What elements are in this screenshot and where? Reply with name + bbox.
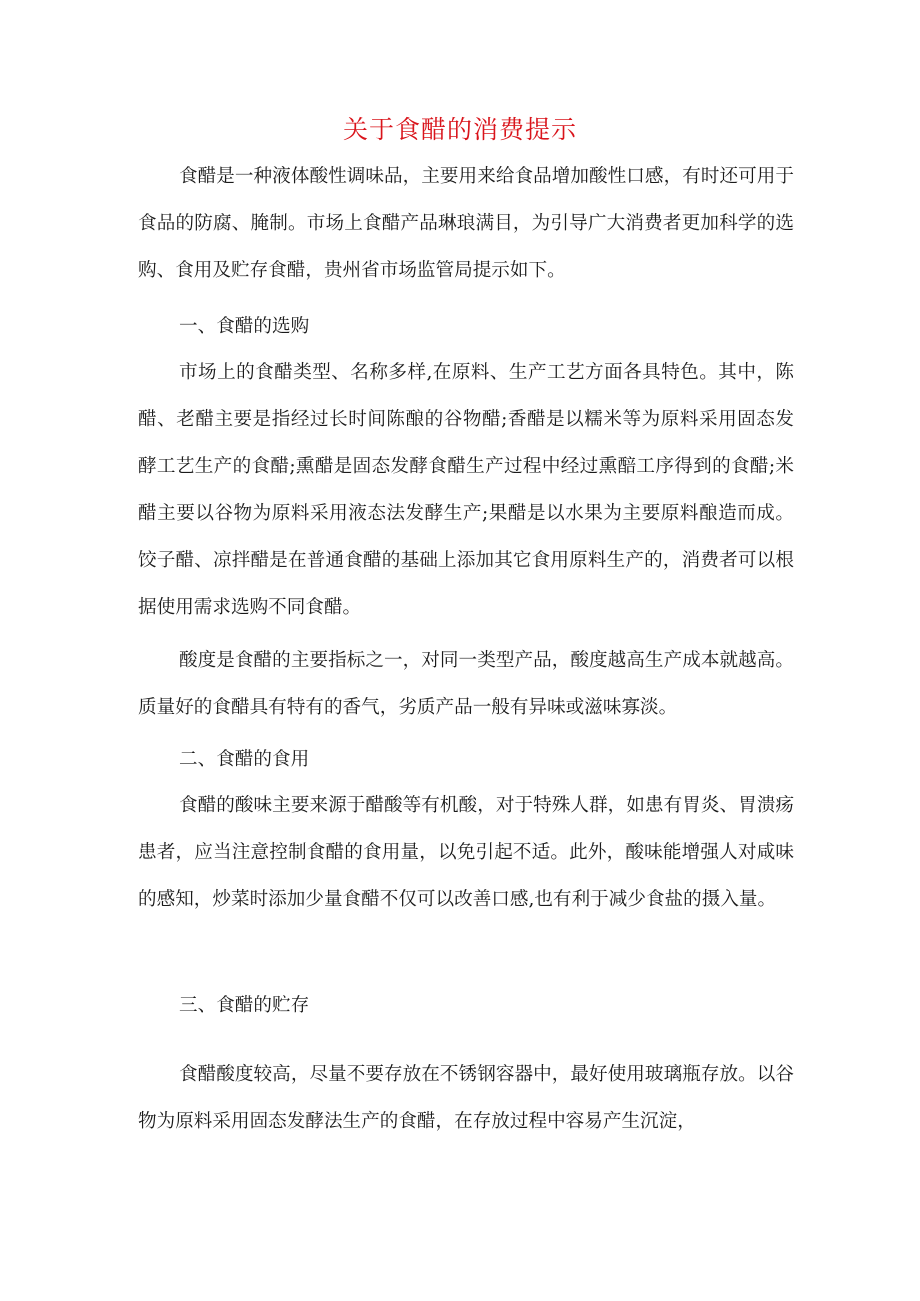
- intro-paragraph: 食醋是一种液体酸性调味品，主要用来给食品增加酸性口感，有时还可用于食品的防腐、腌制。市场上食醋产品琳琅满目，为引导广大消费者更加科学的选购、食用及贮存食醋，贵州省市场监管局提示如下。: [138, 166, 794, 281]
- section-heading-storage: 三、食醋的贮存: [179, 995, 310, 1016]
- paragraph-purchase-types: 市场上的食醋类型、名称多样,在原料、生产工艺方面各具特色。其中，陈醋、老醋主要是指经过长时间陈酿的谷物醋;香醋是以糯米等为原料采用固态发酵工艺生产的食醋;熏醋是固态发酵食醋生产过程中经过熏醅工序得到的食醋;米醋主要以谷物为原料采用液态法发酵生产;果醋是以水果为主要原料酿造而成。饺子醋、凉拌醋是在普通食醋的基础上添加其它食用原料生产的，消费者可以根据使用需求选购不同食醋。: [138, 362, 794, 618]
- paragraph-purchase-acidity: 酸度是食醋的主要指标之一，对同一类型产品，酸度越高生产成本就越高。质量好的食醋具有特有的香气，劣质产品一般有异味或滋味寡淡。: [138, 650, 794, 718]
- page-title: 关于食醋的消费提示: [342, 115, 577, 144]
- paragraph-consumption: 食醋的酸味主要来源于醋酸等有机酸，对于特殊人群，如患有胃炎、胃溃疡患者，应当注意控制食醋的食用量，以免引起不适。此外，酸味能增强人对咸味的感知，炒菜时添加少量食醋不仅可以改善口感,也有利于减少食盐的摄入量。: [138, 795, 794, 910]
- paragraph-storage: 食醋酸度较高，尽量不要存放在不锈钢容器中，最好使用玻璃瓶存放。以谷物为原料采用固态发酵法生产的食醋，在存放过程中容易产生沉淀，: [138, 1064, 794, 1132]
- section-heading-consumption: 二、食醋的食用: [179, 749, 310, 770]
- section-heading-purchase: 一、食醋的选购: [179, 316, 310, 337]
